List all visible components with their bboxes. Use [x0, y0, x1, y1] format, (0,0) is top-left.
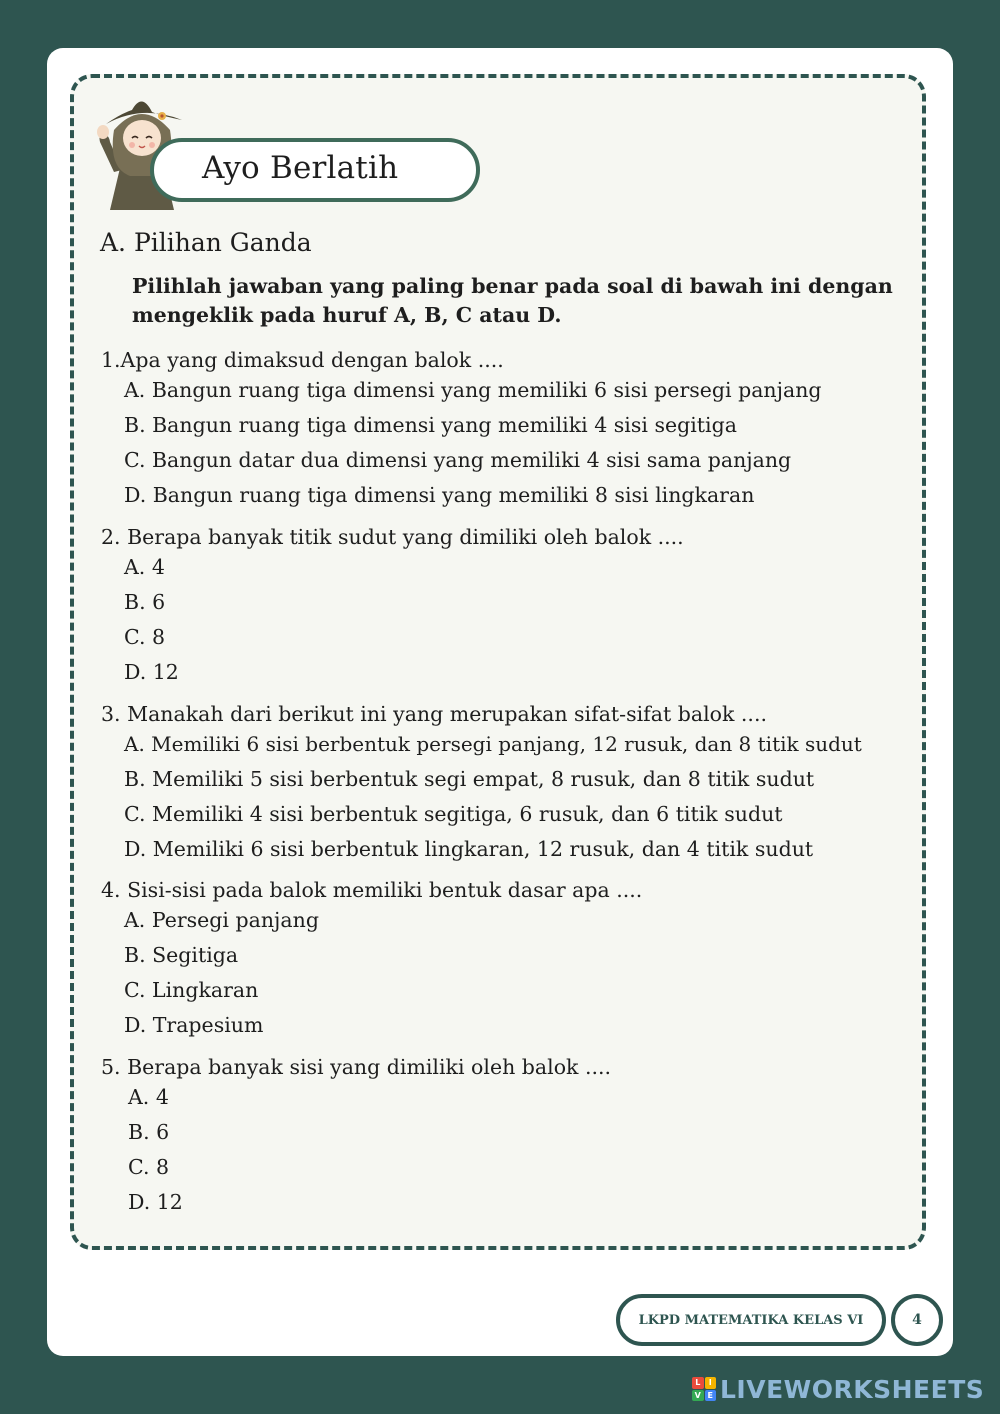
question-4-option-b[interactable]: B. Segitiga: [124, 943, 239, 967]
question-2-option-d[interactable]: D. 12: [124, 660, 179, 684]
question-5-option-a[interactable]: A. 4: [128, 1085, 169, 1109]
question-2: 2. Berapa banyak titik sudut yang dimiliki oleh balok ....: [101, 525, 684, 549]
liveworksheets-watermark: [692, 1372, 984, 1406]
question-4-option-d[interactable]: D. Trapesium: [124, 1013, 264, 1037]
question-4-option-c[interactable]: C. Lingkaran: [124, 978, 259, 1002]
question-5-option-d[interactable]: D. 12: [128, 1190, 183, 1214]
question-5-option-c[interactable]: C. 8: [128, 1155, 170, 1179]
question-3-option-d[interactable]: D. Memiliki 6 sisi berbentuk lingkaran, 12 rusuk, dan 4 titik sudut: [124, 837, 814, 861]
question-2-option-c[interactable]: C. 8: [124, 625, 166, 649]
question-4: 4. Sisi-sisi pada balok memiliki bentuk dasar apa ....: [101, 878, 643, 902]
question-3: 3. Manakah dari berikut ini yang merupakan sifat-sifat balok ....: [101, 702, 767, 726]
question-3-option-c[interactable]: C. Memiliki 4 sisi berbentuk segitiga, 6 rusuk, dan 6 titik sudut: [124, 802, 783, 826]
instruction-text: Pilihlah jawaban yang paling benar pada soal di bawah ini dengan mengeklik pada huruf A, B, C atau D.: [132, 274, 893, 327]
question-4-option-a[interactable]: A. Persegi panjang: [124, 908, 319, 932]
question-1-option-a[interactable]: A. Bangun ruang tiga dimensi yang memiliki 6 sisi persegi panjang: [124, 378, 822, 402]
liveworksheets-logo-icon: L I V E: [692, 1377, 716, 1401]
section-title: A. Pilihan Ganda: [100, 228, 312, 257]
brand-name: LIVEWORKSHEETS: [720, 1374, 985, 1404]
page-title: Ayo Berlatih: [202, 150, 399, 186]
question-1-option-d[interactable]: D. Bangun ruang tiga dimensi yang memiliki 8 sisi lingkaran: [124, 483, 755, 507]
question-1-option-b[interactable]: B. Bangun ruang tiga dimensi yang memiliki 4 sisi segitiga: [124, 413, 737, 437]
footer-label: LKPD MATEMATIKA KELAS VI: [616, 1294, 886, 1346]
question-3-option-b[interactable]: B. Memiliki 5 sisi berbentuk segi empat, 8 rusuk, dan 8 titik sudut: [124, 767, 815, 791]
question-2-option-b[interactable]: B. 6: [124, 590, 166, 614]
question-1-option-c[interactable]: C. Bangun datar dua dimensi yang memiliki 4 sisi sama panjang: [124, 448, 792, 472]
page-number: 4: [891, 1294, 943, 1346]
question-2-option-a[interactable]: A. 4: [124, 555, 165, 579]
question-5-option-b[interactable]: B. 6: [128, 1120, 170, 1144]
question-5: 5. Berapa banyak sisi yang dimiliki oleh balok ....: [101, 1055, 612, 1079]
question-1: 1.Apa yang dimaksud dengan balok ....: [101, 348, 504, 372]
question-3-option-a[interactable]: A. Memiliki 6 sisi berbentuk persegi panjang, 12 rusuk, dan 8 titik sudut: [124, 732, 862, 756]
